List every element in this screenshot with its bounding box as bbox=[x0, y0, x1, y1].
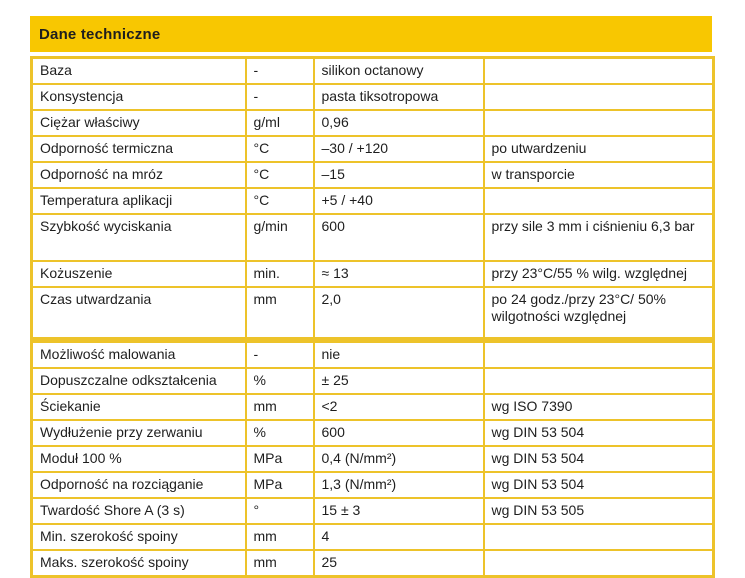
cell-label: Moduł 100 % bbox=[32, 446, 246, 472]
cell-note: przy 23°C/55 % wilg. względnej bbox=[484, 261, 714, 287]
cell-value: ± 25 bbox=[314, 368, 484, 394]
cell-label: Kożuszenie bbox=[32, 261, 246, 287]
cell-unit: °C bbox=[246, 188, 314, 214]
cell-unit: ° bbox=[246, 498, 314, 524]
cell-note bbox=[484, 84, 714, 110]
table-title: Dane techniczne bbox=[39, 25, 161, 43]
table-row bbox=[32, 136, 714, 162]
table-row bbox=[32, 162, 714, 188]
cell-note: wg DIN 53 504 bbox=[484, 446, 714, 472]
cell-note: wg DIN 53 504 bbox=[484, 472, 714, 498]
cell-label: Odporność na mróz bbox=[32, 162, 246, 188]
cell-unit: MPa bbox=[246, 472, 314, 498]
cell-value: 0,96 bbox=[314, 110, 484, 136]
table-title-bar bbox=[30, 16, 712, 52]
table-row bbox=[32, 498, 714, 524]
cell-unit: - bbox=[246, 58, 314, 85]
table-row bbox=[32, 368, 714, 394]
cell-note: wg DIN 53 504 bbox=[484, 420, 714, 446]
table-row bbox=[32, 214, 714, 261]
cell-label: Odporność na rozciąganie bbox=[32, 472, 246, 498]
cell-value: nie bbox=[314, 340, 484, 368]
cell-note bbox=[484, 524, 714, 550]
cell-unit: g/min bbox=[246, 214, 314, 261]
cell-note: po 24 godz./przy 23°C/ 50% wilgotności względnej bbox=[484, 287, 714, 340]
cell-value: pasta tiksotropowa bbox=[314, 84, 484, 110]
cell-label: Konsystencja bbox=[32, 84, 246, 110]
cell-unit: °C bbox=[246, 136, 314, 162]
technical-data-table bbox=[30, 16, 712, 578]
cell-value: 600 bbox=[314, 420, 484, 446]
cell-note bbox=[484, 110, 714, 136]
table-row bbox=[32, 420, 714, 446]
cell-value: 600 bbox=[314, 214, 484, 261]
cell-label: Maks. szerokość spoiny bbox=[32, 550, 246, 577]
cell-unit: °C bbox=[246, 162, 314, 188]
cell-label: Wydłużenie przy zerwaniu bbox=[32, 420, 246, 446]
cell-unit: % bbox=[246, 420, 314, 446]
table-row bbox=[32, 472, 714, 498]
cell-value: 2,0 bbox=[314, 287, 484, 340]
data-table-body bbox=[32, 58, 714, 577]
cell-unit: min. bbox=[246, 261, 314, 287]
cell-label: Czas utwardzania bbox=[32, 287, 246, 340]
cell-note: przy sile 3 mm i ciśnieniu 6,3 bar bbox=[484, 214, 714, 261]
cell-unit: - bbox=[246, 84, 314, 110]
cell-note: wg ISO 7390 bbox=[484, 394, 714, 420]
cell-label: Szybkość wyciskania bbox=[32, 214, 246, 261]
cell-note bbox=[484, 188, 714, 214]
cell-label: Temperatura aplikacji bbox=[32, 188, 246, 214]
cell-note: w transporcie bbox=[484, 162, 714, 188]
table-row bbox=[32, 110, 714, 136]
cell-note: wg DIN 53 505 bbox=[484, 498, 714, 524]
cell-label: Dopuszczalne odkształcenia bbox=[32, 368, 246, 394]
cell-label: Min. szerokość spoiny bbox=[32, 524, 246, 550]
cell-label: Ciężar właściwy bbox=[32, 110, 246, 136]
cell-unit: - bbox=[246, 340, 314, 368]
cell-label: Odporność termiczna bbox=[32, 136, 246, 162]
cell-label: Ściekanie bbox=[32, 394, 246, 420]
data-table bbox=[30, 56, 715, 578]
table-row bbox=[32, 188, 714, 214]
cell-note bbox=[484, 58, 714, 85]
table-row bbox=[32, 550, 714, 577]
cell-note bbox=[484, 340, 714, 368]
cell-value: –30 / +120 bbox=[314, 136, 484, 162]
cell-label: Twardość Shore A (3 s) bbox=[32, 498, 246, 524]
cell-value: 0,4 (N/mm²) bbox=[314, 446, 484, 472]
cell-value: ≈ 13 bbox=[314, 261, 484, 287]
table-row bbox=[32, 58, 714, 85]
cell-value: 1,3 (N/mm²) bbox=[314, 472, 484, 498]
cell-value: 4 bbox=[314, 524, 484, 550]
cell-value: –15 bbox=[314, 162, 484, 188]
table-row bbox=[32, 84, 714, 110]
table-row bbox=[32, 287, 714, 340]
cell-unit: mm bbox=[246, 394, 314, 420]
cell-value: 25 bbox=[314, 550, 484, 577]
cell-label: Możliwość malowania bbox=[32, 340, 246, 368]
cell-note bbox=[484, 550, 714, 577]
cell-unit: mm bbox=[246, 287, 314, 340]
cell-note bbox=[484, 368, 714, 394]
table-row bbox=[32, 524, 714, 550]
cell-value: 15 ± 3 bbox=[314, 498, 484, 524]
table-row bbox=[32, 261, 714, 287]
cell-note: po utwardzeniu bbox=[484, 136, 714, 162]
cell-value: silikon octanowy bbox=[314, 58, 484, 85]
table-row bbox=[32, 394, 714, 420]
cell-unit: g/ml bbox=[246, 110, 314, 136]
cell-value: <2 bbox=[314, 394, 484, 420]
cell-label: Baza bbox=[32, 58, 246, 85]
cell-unit: % bbox=[246, 368, 314, 394]
cell-value: +5 / +40 bbox=[314, 188, 484, 214]
cell-unit: MPa bbox=[246, 446, 314, 472]
table-row bbox=[32, 446, 714, 472]
cell-unit: mm bbox=[246, 524, 314, 550]
table-row bbox=[32, 340, 714, 368]
cell-unit: mm bbox=[246, 550, 314, 577]
